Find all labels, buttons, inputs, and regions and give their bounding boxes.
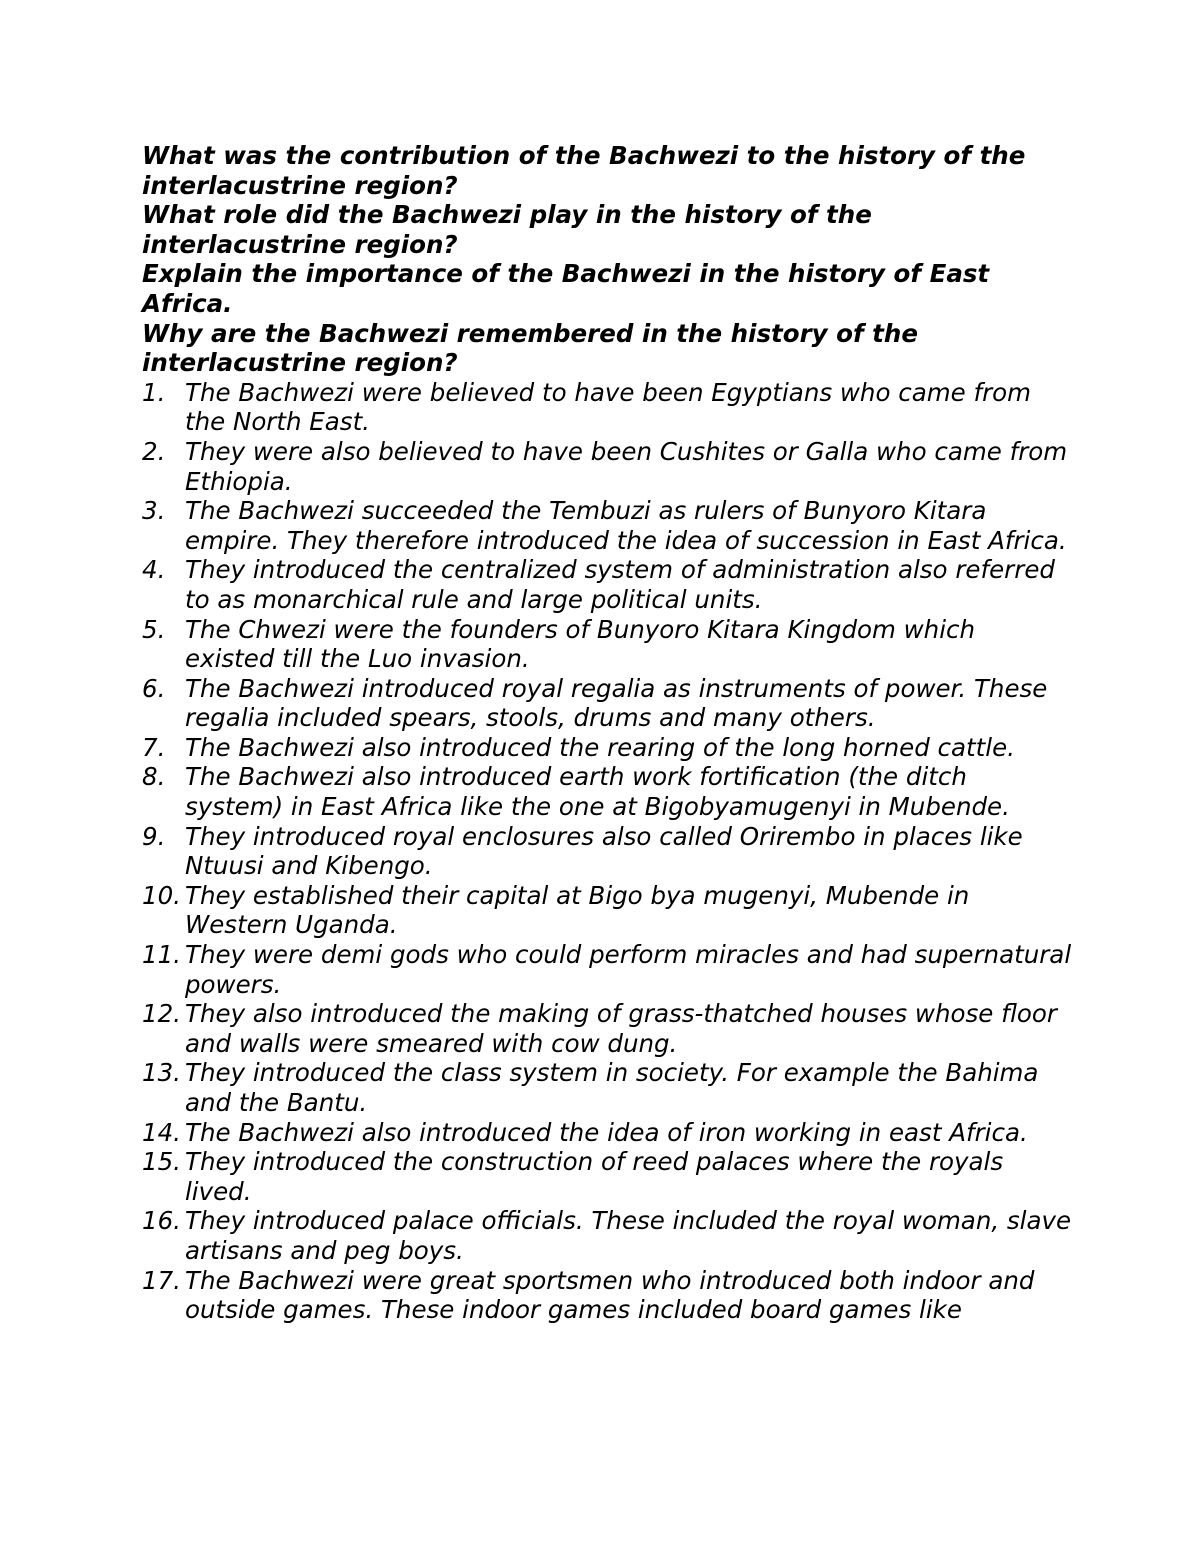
- list-item-number: 9.: [142, 821, 166, 851]
- question-2: What role did the Bachwezi play in the history of the interlacustrine region?: [142, 200, 872, 259]
- list-item-number: 6.: [142, 673, 166, 703]
- list-item: [142, 437, 1072, 496]
- list-item: [142, 822, 1072, 881]
- list-item-text: They introduced palace officials. These included the royal woman, slave artisans and peg boys.: [185, 1206, 1072, 1265]
- list-item-number: 14.: [142, 1117, 181, 1147]
- list-item-text: They also introduced the making of grass-thatched houses whose floor and walls were smeared with cow dung.: [185, 999, 1057, 1058]
- list-item: [142, 881, 1072, 940]
- list-item: [142, 1147, 1072, 1206]
- list-item: [142, 496, 1072, 555]
- list-item-text: They introduced the construction of reed palaces where the royals lived.: [185, 1147, 1004, 1206]
- list-item: [142, 940, 1072, 999]
- list-item: [142, 1206, 1072, 1265]
- list-item-text: They were demi gods who could perform miracles and had supernatural powers.: [185, 940, 1072, 999]
- list-item-number: 2.: [142, 436, 166, 466]
- list-item-number: 3.: [142, 496, 166, 526]
- document-body: [142, 141, 1072, 1325]
- list-item-text: They were also believed to have been Cushites or Galla who came from Ethiopia.: [185, 436, 1068, 496]
- list-item-number: 4.: [142, 555, 166, 585]
- list-item: [142, 615, 1072, 674]
- list-item-number: 7.: [142, 732, 166, 762]
- list-item-text: They introduced royal enclosures also called Orirembo in places like Ntuusi and Kibengo.: [185, 821, 1023, 881]
- list-item: [142, 1118, 1072, 1148]
- list-item-number: 5.: [142, 614, 166, 644]
- list-item-text: The Bachwezi introduced royal regalia as instruments of power. These regalia included spears, stools, drums and many others.: [185, 673, 1048, 733]
- list-item: [142, 674, 1072, 733]
- list-item-text: The Bachwezi also introduced the idea of iron working in east Africa.: [185, 1117, 1028, 1147]
- list-item-number: 15.: [142, 1147, 181, 1177]
- list-item-text: The Bachwezi were believed to have been Egyptians who came from the North East.: [185, 377, 1032, 437]
- list-item-text: The Bachwezi succeeded the Tembuzi as rulers of Bunyoro Kitara empire. They therefore introduced the idea of succession in East Africa.: [185, 496, 1067, 555]
- list-item-number: 8.: [142, 762, 166, 792]
- answer-list: [142, 378, 1072, 1325]
- list-item-text: They established their capital at Bigo bya mugenyi, Mubende in Western Uganda.: [185, 880, 970, 940]
- list-item-number: 11.: [142, 940, 181, 970]
- list-item: [142, 378, 1072, 437]
- list-item-text: The Chwezi were the founders of Bunyoro Kitara Kingdom which existed till the Luo invasion.: [185, 614, 976, 674]
- question-1: What was the contribution of the Bachwezi to the history of the interlacustrine region?: [142, 141, 1026, 200]
- list-item: [142, 1058, 1072, 1117]
- list-item-text: The Bachwezi were great sportsmen who introduced both indoor and outside games. These indoor games included board games like: [185, 1265, 1035, 1325]
- question-4: Why are the Bachwezi remembered in the history of the interlacustrine region?: [142, 318, 918, 378]
- question-3: Explain the importance of the Bachwezi in the history of East Africa.: [142, 259, 990, 318]
- list-item-text: The Bachwezi also introduced earth work fortification (the ditch system) in East Africa like the one at Bigobyamugenyi in Mubende.: [185, 762, 1010, 822]
- list-item: [142, 555, 1072, 614]
- list-item-text: The Bachwezi also introduced the rearing of the long horned cattle.: [185, 732, 1015, 762]
- list-item: [142, 1266, 1072, 1325]
- list-item: [142, 762, 1072, 821]
- list-item: [142, 999, 1072, 1058]
- list-item-number: 10.: [142, 880, 181, 910]
- list-item-number: 1.: [142, 377, 166, 407]
- list-item-number: 13.: [142, 1058, 181, 1088]
- list-item-text: They introduced the class system in society. For example the Bahima and the Bantu.: [185, 1058, 1039, 1117]
- list-item-number: 12.: [142, 999, 181, 1029]
- list-item-number: 16.: [142, 1206, 181, 1236]
- list-item-number: 17.: [142, 1265, 181, 1295]
- list-item-text: They introduced the centralized system of administration also referred to as monarchical rule and large political units.: [185, 555, 1055, 614]
- list-item: [142, 733, 1072, 763]
